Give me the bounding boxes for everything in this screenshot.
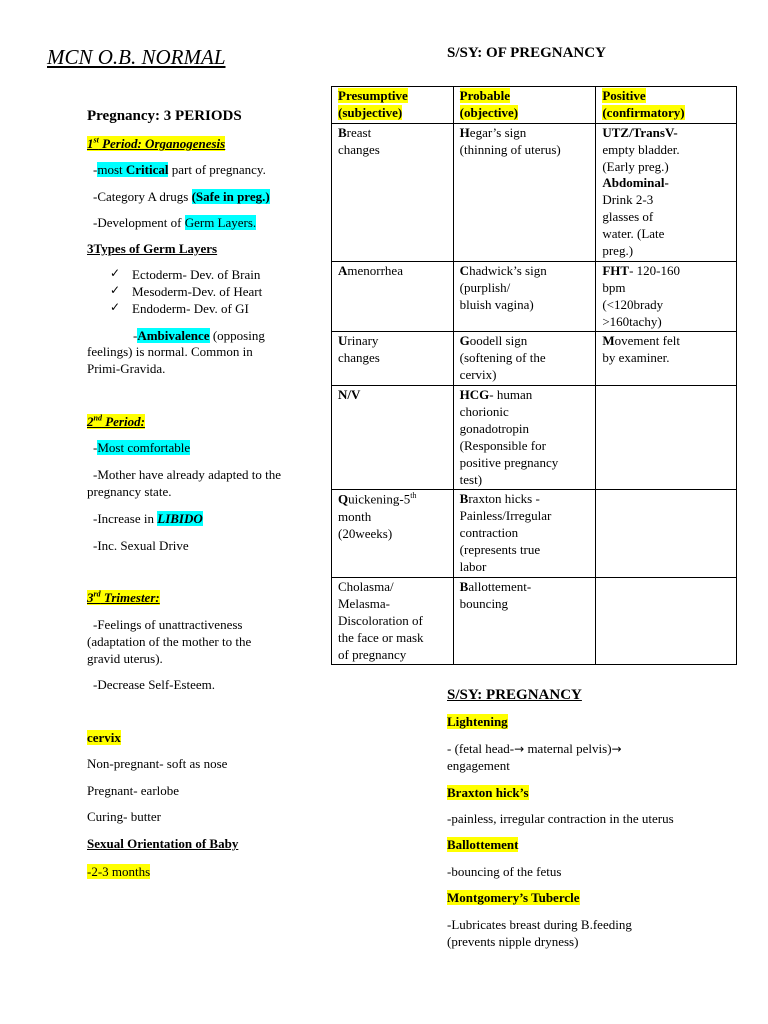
text-frag: >160tachy) <box>602 313 662 329</box>
text-frag: B <box>459 578 469 594</box>
text-frag: - 120-160 <box>629 262 680 278</box>
periods-heading: Pregnancy: 3 PERIODS <box>87 108 242 124</box>
text-frag: (Early preg.) <box>602 158 669 174</box>
text-frag: (represents true <box>459 542 541 558</box>
table-cell <box>453 332 596 386</box>
text-frag: M <box>602 333 615 349</box>
text-frag: month <box>338 508 372 524</box>
cervix-line2: Pregnant- earlobe <box>87 783 180 798</box>
table-cell <box>453 261 596 332</box>
text-frag: glasses of <box>602 209 654 225</box>
trimester3-line1a: -Feelings of unattractiveness <box>93 617 243 632</box>
text-frag: -2-3 months <box>87 864 151 879</box>
cervix-line3: Curing- butter <box>87 809 162 824</box>
text-frag: changes <box>338 141 380 157</box>
table-cell <box>596 123 737 261</box>
period1-rest: Period: Organogenesis <box>98 136 226 152</box>
text-frag: bouncing <box>459 595 509 611</box>
text-frag: (subjective) <box>338 104 403 120</box>
table-row <box>332 386 737 490</box>
text-frag: UTZ/TransV- <box>602 124 678 140</box>
table-cell <box>596 261 737 332</box>
text-frag: (purplish/ <box>459 279 511 295</box>
table-cell <box>596 490 737 577</box>
text-frag: Montgomery’s Tubercle <box>447 890 580 905</box>
text-frag: positive pregnancy <box>459 454 559 470</box>
montgomery-heading <box>447 890 580 907</box>
text-frag: (opposing <box>209 328 265 343</box>
text-frag: H <box>459 124 470 140</box>
germ-layers-heading: 3Types of Germ Layers <box>87 241 218 256</box>
table-row <box>332 261 737 332</box>
text-frag: G <box>459 333 470 349</box>
text-frag: empty bladder. <box>602 141 680 157</box>
table-cell <box>596 577 737 664</box>
text-frag: the face or mask <box>338 629 424 645</box>
text-frag: -Increase in <box>93 511 158 526</box>
text-frag: ovement felt <box>614 333 680 349</box>
ambivalence-line1 <box>133 328 265 345</box>
arrow-icon: → <box>611 742 622 756</box>
trimester3-title <box>87 590 160 607</box>
trimester3-line1b: (adaptation of the mother to the <box>87 634 252 649</box>
table-cell <box>332 577 454 664</box>
period2-line3 <box>93 511 203 528</box>
text-frag: N/V <box>338 387 361 403</box>
text-frag: Cholasma/ <box>338 578 394 594</box>
text-frag: - <box>93 162 98 177</box>
table-cell <box>453 577 596 664</box>
table-cell <box>332 386 454 490</box>
text-frag: (softening of the <box>459 350 546 366</box>
text-frag: (confirmatory) <box>602 104 685 120</box>
arrow-icon: → <box>514 742 525 756</box>
text-frag: nd <box>93 414 102 423</box>
text-frag: Most comfortable <box>97 440 191 455</box>
text-frag: (thinning of uterus) <box>459 141 561 157</box>
ballottement-heading <box>447 837 518 854</box>
text-frag: cervix <box>87 730 121 745</box>
text-frag: preg.) <box>602 243 634 259</box>
table-cell <box>332 332 454 386</box>
text-frag: Painless/Irregular <box>459 508 552 524</box>
ambivalence-line3: Primi-Gravida. <box>87 361 166 376</box>
check-icon: ✓ <box>110 266 121 280</box>
text-frag: rinary <box>347 333 379 349</box>
text-frag: B <box>338 124 347 140</box>
table-cell <box>596 332 737 386</box>
text-frag: Q <box>338 491 349 507</box>
text-frag: - human <box>489 387 533 403</box>
cervix-line1: Non-pregnant- soft as nose <box>87 756 228 771</box>
text-frag: FHT <box>602 262 630 278</box>
text-frag: Germ Layers. <box>184 215 257 230</box>
text-frag: bluish vagina) <box>459 296 534 312</box>
text-frag: Trimester: <box>100 590 160 606</box>
period2-line1 <box>93 440 190 457</box>
text-frag: hadwick’s sign <box>469 262 547 278</box>
text-frag: - <box>93 440 98 455</box>
table-row <box>332 577 737 664</box>
text-frag: 3 <box>87 590 94 606</box>
text-frag: Probable <box>459 88 510 103</box>
period2-line4: -Inc. Sexual Drive <box>93 538 189 553</box>
period1-line3 <box>93 215 256 232</box>
text-frag: Lightening <box>447 714 508 729</box>
period1-line2 <box>93 189 270 206</box>
text-frag: oodell sign <box>469 333 528 349</box>
signs-table <box>331 86 737 665</box>
text-frag: water. (Late <box>602 226 665 242</box>
text-frag: menorrhea <box>347 262 403 278</box>
table-cell <box>332 261 454 332</box>
text-frag: LIBIDO <box>157 511 203 526</box>
cervix-heading <box>87 730 121 747</box>
text-frag: reast <box>346 124 372 140</box>
text-frag: maternal pelvis) <box>524 741 612 756</box>
page-title: MCN O.B. NORMAL <box>47 45 226 69</box>
text-frag: rd <box>93 590 101 599</box>
text-frag: raxton hicks - <box>468 491 540 507</box>
table-header-row <box>332 87 737 124</box>
ssy-pregnancy-heading: S/SY: PREGNANCY <box>447 687 582 703</box>
ambivalence-line2: feelings) is normal. Common in <box>87 344 253 359</box>
text-frag: (20weeks) <box>338 525 393 541</box>
germ-item: Ectoderm- Dev. of Brain <box>132 267 261 282</box>
table-row <box>332 332 737 386</box>
lightening-heading <box>447 714 508 731</box>
text-frag: - <box>133 328 138 343</box>
text-frag: A <box>338 262 348 278</box>
braxton-heading <box>447 785 529 802</box>
text-frag: contraction <box>459 525 519 541</box>
montgomery-desc1: -Lubricates breast during B.feeding <box>447 917 632 932</box>
trimester3-line1c: gravid uterus). <box>87 651 163 666</box>
period2-title <box>87 414 145 431</box>
text-frag: Positive <box>602 88 646 103</box>
text-frag: changes <box>338 350 380 366</box>
check-icon: ✓ <box>110 283 121 297</box>
trimester3-line2: -Decrease Self-Esteem. <box>93 677 215 692</box>
text-frag: B <box>459 491 469 507</box>
text-frag: Abdominal- <box>602 175 669 191</box>
text-frag: U <box>338 333 348 349</box>
text-frag: Ballottement <box>447 837 519 852</box>
montgomery-desc2: (prevents nipple dryness) <box>447 934 579 949</box>
text-frag: th <box>410 491 417 501</box>
germ-item: Mesoderm-Dev. of Heart <box>132 284 263 299</box>
text-frag: cervix) <box>459 367 497 383</box>
period1-line1 <box>93 162 266 179</box>
text-frag: uickening-5 <box>348 491 411 507</box>
braxton-desc: -painless, irregular contraction in the uterus <box>447 811 674 826</box>
header-probable <box>453 87 596 124</box>
text-frag: Period: <box>101 414 145 430</box>
text-frag: gonadotropin <box>459 420 529 436</box>
text-frag: C <box>459 262 470 278</box>
check-icon: ✓ <box>110 300 121 314</box>
text-frag: of pregnancy <box>338 646 407 662</box>
text-frag: Critical <box>125 162 169 177</box>
header-presumptive <box>332 87 454 124</box>
header-positive <box>596 87 737 124</box>
text-frag: test) <box>459 471 483 487</box>
period2-line2a: -Mother have already adapted to the <box>93 467 282 482</box>
sexual-orientation-value <box>87 864 150 881</box>
text-frag: allottement- <box>468 578 532 594</box>
table-row <box>332 123 737 261</box>
text-frag: Melasma- <box>338 595 390 611</box>
text-frag: 2 <box>87 414 94 430</box>
text-frag: (objective) <box>459 104 519 120</box>
text-frag: (Safe in preg.) <box>191 189 270 204</box>
text-frag: labor <box>459 559 487 575</box>
text-frag: Ambivalence <box>137 328 210 343</box>
germ-item: Endoderm- Dev. of GI <box>132 301 249 316</box>
text-frag: (<120brady <box>602 296 664 312</box>
table-cell <box>453 386 596 490</box>
text-frag: Discoloration of <box>338 612 423 628</box>
text-frag: by examiner. <box>602 350 670 366</box>
ballottement-desc: -bouncing of the fetus <box>447 864 562 879</box>
text-frag: HCG <box>459 387 490 403</box>
text-frag: Presumptive <box>338 88 408 103</box>
table-row <box>332 490 737 577</box>
period1-sup: st <box>93 136 99 145</box>
table-cell <box>332 123 454 261</box>
sexual-orientation-heading: Sexual Orientation of Baby <box>87 836 239 851</box>
ssy-of-pregnancy-heading: S/SY: OF PREGNANCY <box>447 45 606 61</box>
period2-line2b: pregnancy state. <box>87 484 172 499</box>
period1-title <box>87 136 225 153</box>
table-cell <box>596 386 737 490</box>
text-frag: (Responsible for <box>459 437 546 453</box>
text-frag: bpm <box>602 279 626 295</box>
text-frag: part of pregnancy. <box>168 162 266 177</box>
text-frag: -Development of <box>93 215 185 230</box>
text-frag: chorionic <box>459 404 509 420</box>
text-frag: most <box>97 162 126 177</box>
text-frag: egar’s sign <box>469 124 527 140</box>
text-frag: Braxton hick’s <box>447 785 529 800</box>
period1-num: 1 <box>87 136 94 152</box>
text-frag: -Category A drugs <box>93 189 192 204</box>
text-frag: Drink 2-3 <box>602 192 654 208</box>
table-cell <box>332 490 454 577</box>
lightening-desc2: engagement <box>447 758 510 773</box>
text-frag: - (fetal head- <box>447 741 515 756</box>
table-cell <box>453 123 596 261</box>
lightening-desc <box>447 741 622 758</box>
table-cell <box>453 490 596 577</box>
